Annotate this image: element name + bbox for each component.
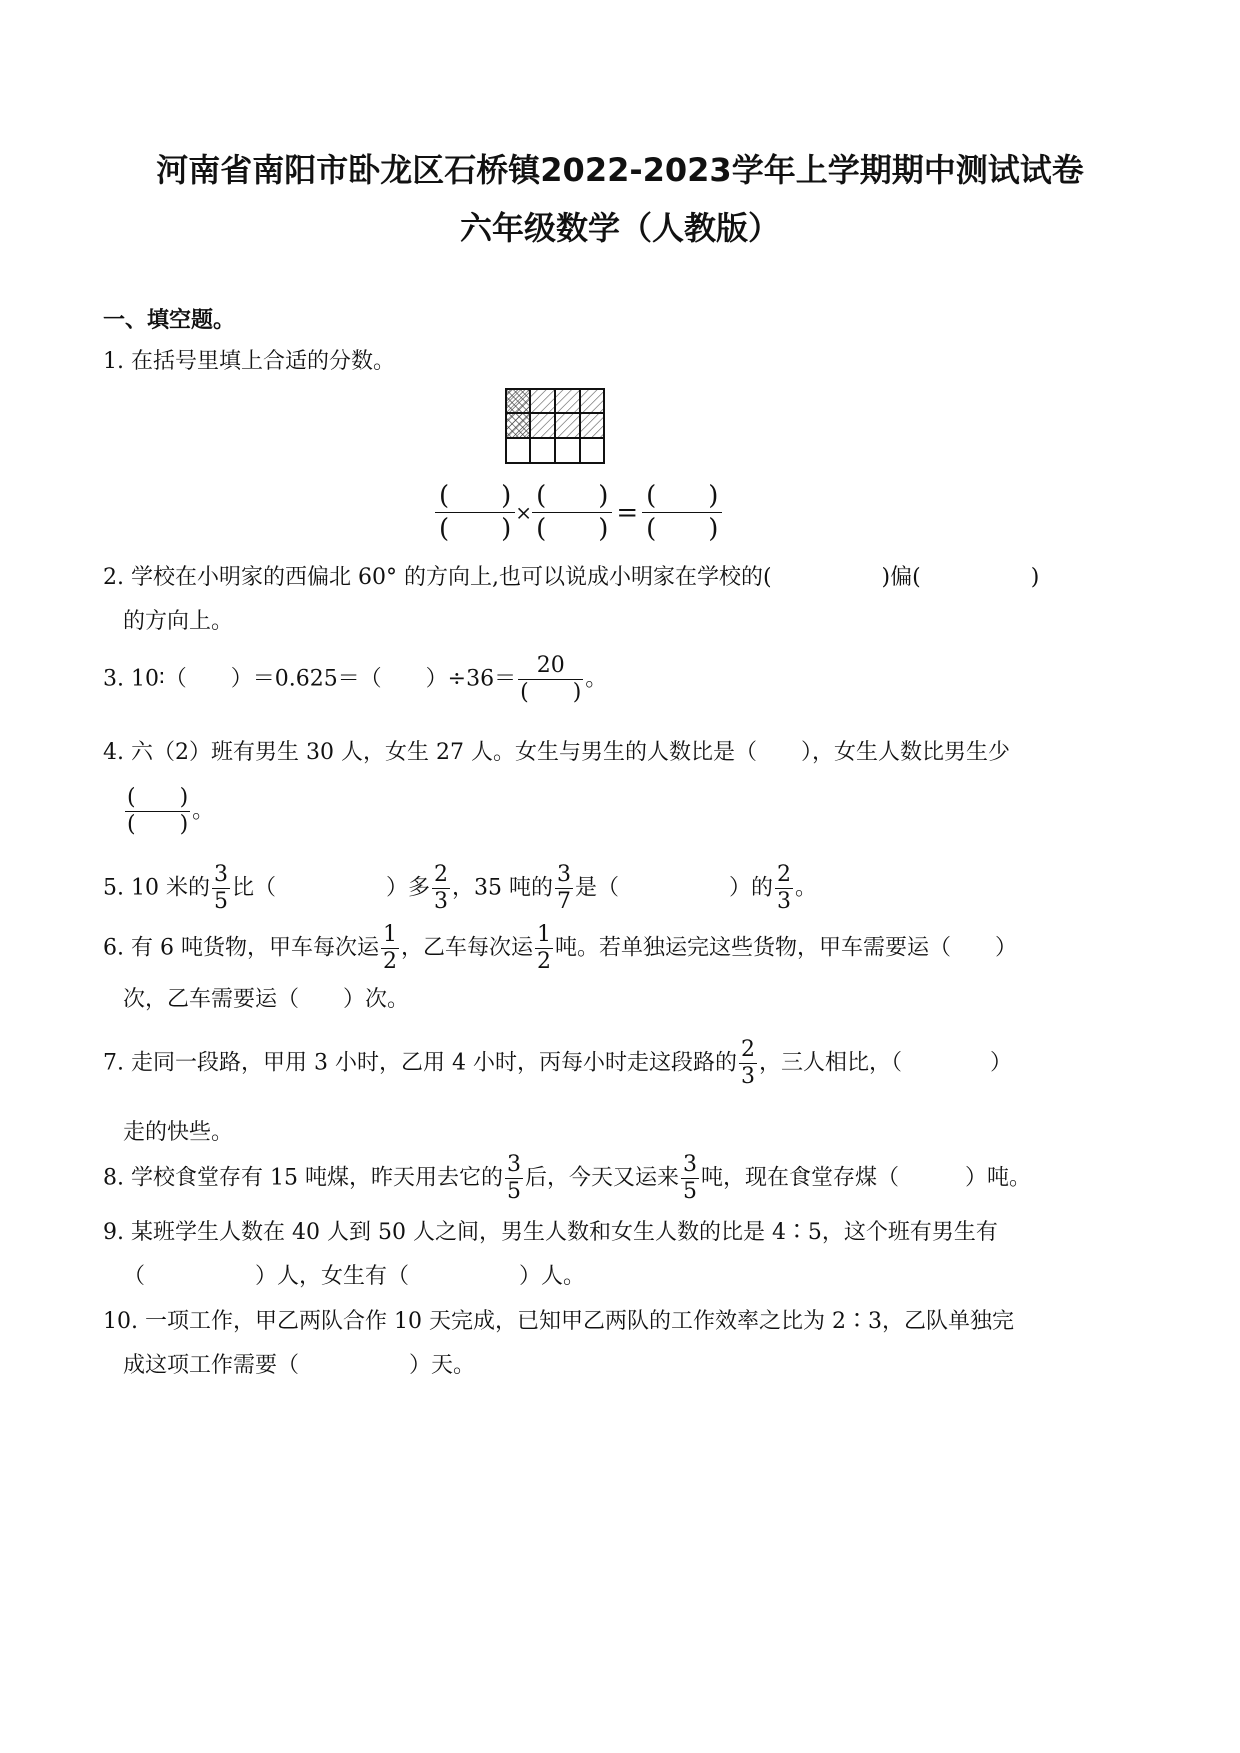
- question-9-line2: （ ）人，女生有（ ）人。: [123, 1264, 586, 1289]
- fraction-20-over-blank: $\frac{20}{( )}$: [520, 653, 582, 705]
- fraction-1-2-b: $\frac{1}{2}$: [536, 922, 551, 974]
- fraction-2-3-q7: $\frac{2}{3}$: [740, 1037, 755, 1089]
- question-7-line1: 7. 走同一段路，甲用 3 小时，乙用 4 小时，丙每小时走这段路的 $\frac{2}{3}$ ，三人相比，（ ）: [103, 1037, 1012, 1089]
- question-6-line2: 次，乙车需要运（ ）次。: [123, 987, 410, 1012]
- question-10-line2: 成这项工作需要（ ）天。: [123, 1353, 476, 1378]
- fraction-blank-2[interactable]: ( ) ( ): [532, 480, 612, 545]
- fraction-1-2: $\frac{1}{2}$: [382, 922, 397, 974]
- question-8: 8. 学校食堂存有 15 吨煤，昨天用去它的 $\frac{3}{5}$ 后，今天又运来 $\frac{3}{5}$ 吨，现在食堂存煤（ ）吨。: [103, 1152, 1031, 1204]
- question-9-line1: 9. 某班学生人数在 40 人到 50 人之间，男生人数和女生人数的比是 4∶5，这个班有男生有: [103, 1220, 998, 1245]
- fraction-3-7: $\frac{3}{7}$: [557, 862, 571, 914]
- fraction-3-5: $\frac{3}{5}$: [213, 862, 228, 914]
- question-6-line1: 6. 有 6 吨货物，甲车每次运 $\frac{1}{2}$ ，乙车每次运 $\frac{1}{2}$ 吨。若单独运完这些货物，甲车需要运（ ）: [103, 922, 1017, 974]
- section-heading-fill-blank: 一、填空题。: [103, 308, 236, 333]
- question-5: 5. 10 米的 $\frac{3}{5}$ 比（ ）多 $\frac{2}{3}$ ，35 吨的 $\frac{3}{7}$ 是（ ）的 $\frac{2}{3}$ 。: [103, 862, 818, 914]
- question-2-line1: 2. 学校在小明家的西偏北 60° 的方向上,也可以说成小明家在学校的( )偏( ): [103, 565, 1040, 590]
- fraction-3-5-q8b: $\frac{3}{5}$: [682, 1152, 697, 1204]
- page-title: 河南省南阳市卧龙区石桥镇2022-2023学年上学期期中测试试卷: [156, 151, 1084, 189]
- fraction-blank[interactable]: $\frac{( )}{( )}$: [127, 785, 189, 837]
- fraction-blank-3[interactable]: ( ) ( ): [642, 480, 722, 545]
- question-3: 3. 10∶（ ）＝0.625＝（ ）÷36＝ $\frac{20}{( )}$ 。: [103, 653, 608, 705]
- fraction-2-3: $\frac{2}{3}$: [434, 862, 448, 914]
- question-10-line1: 10. 一项工作，甲乙两队合作 10 天完成，已知甲乙两队的工作效率之比为 2∶3，乙队单独完: [103, 1309, 1014, 1334]
- fraction-3-5-q8: $\frac{3}{5}$: [506, 1152, 521, 1204]
- question-4-line2: $\frac{( )}{( )}$ 。: [127, 785, 215, 837]
- page-subtitle: 六年级数学（人教版）: [459, 209, 780, 247]
- question-1-equation: ( ) ( ) × ( ) ( ) = ( ) ( ): [435, 480, 722, 545]
- question-2-line2: 的方向上。: [123, 609, 234, 634]
- question-4-line1: 4. 六（2）班有男生 30 人，女生 27 人。女生与男生的人数比是（ ），女生人数比男生少: [103, 740, 1010, 765]
- fraction-blank-1[interactable]: ( ) ( ): [435, 480, 515, 545]
- grid-figure: [505, 388, 605, 464]
- fraction-2-3-b: $\frac{2}{3}$: [777, 862, 792, 914]
- question-1-text: 1. 在括号里填上合适的分数。: [103, 349, 395, 374]
- question-7-line2: 走的快些。: [123, 1120, 234, 1145]
